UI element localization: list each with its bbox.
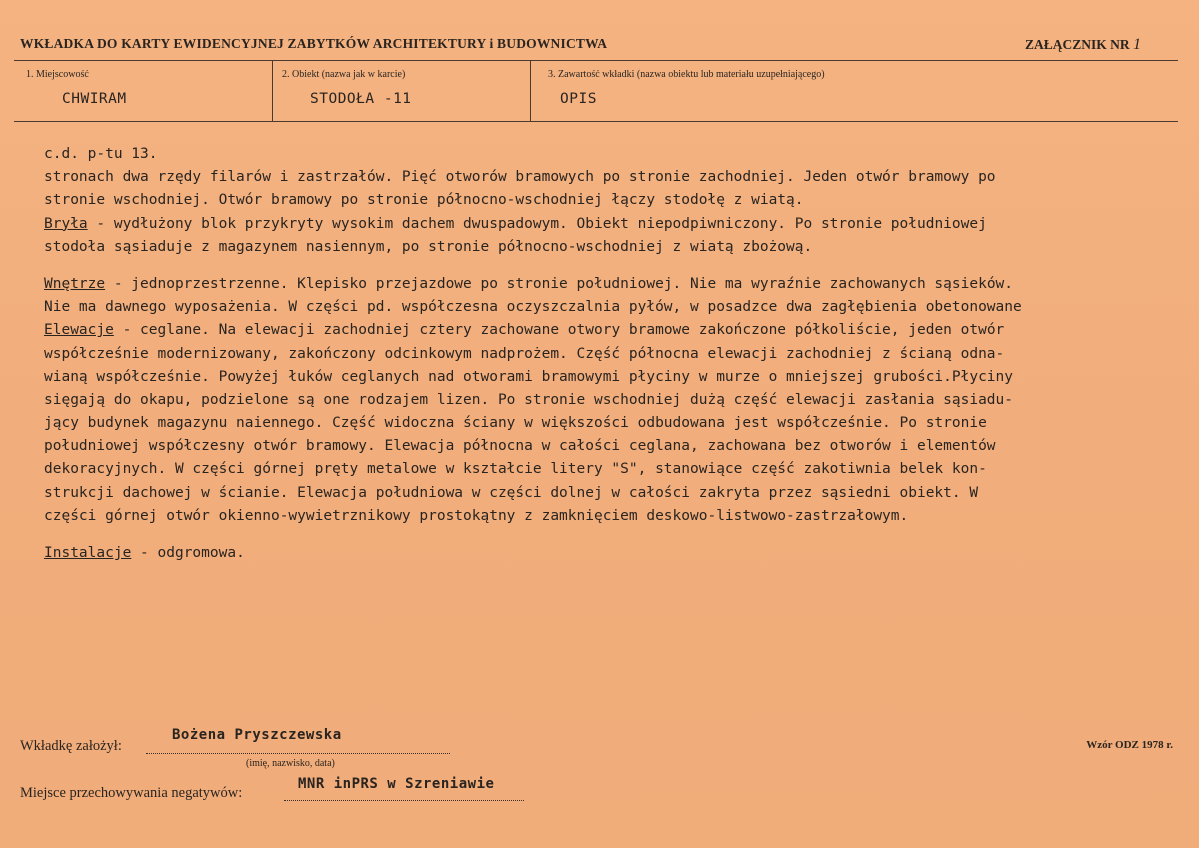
text-line: stronie wschodniej. Otwór bramowy po stronie północno-wschodniej łączy stodołę z wiatą. <box>44 192 804 209</box>
text-line: strukcji dachowej w ścianie. Elewacja południowa w części dolnej w całości zakryta przez sąsiedni obiekt. W <box>44 484 979 501</box>
locality-value: CHWIRAM <box>62 91 127 107</box>
text-line: dekoracyjnych. W części górnej pręty metalowe w kształcie litery "S", stanowiące część zakotiwnia belek kon- <box>44 461 987 478</box>
wnetrze-text: - jednoprzestrzenne. Klepisko przejazdowe po stronie południowej. Nie ma wyraźnie zachowanych sąsieków. <box>105 275 1014 292</box>
text-line: współcześnie modernizowany, zakończony odcinkowym nadprożem. Część północna elewacji zachodniej z ścianą odna- <box>44 345 1005 362</box>
text-line: jący budynek magazynu naiennego. Część widoczna ściany w większości odbudowana jest współcześnie. Po stronie <box>44 415 987 432</box>
storage-value: MNR inPRS w Szreniawie <box>298 776 495 792</box>
instalacje-line <box>44 542 1192 565</box>
author-value: Bożena Pryszczewska <box>172 727 342 743</box>
author-label: Wkładkę założył: <box>20 738 122 754</box>
instalacje-heading: Instalacje <box>44 545 132 561</box>
text-line: stronach dwa rzędy filarów i zastrzałów. Pięć otworów bramowych po stronie zachodniej. Jeden otwór bramowy po <box>44 169 996 186</box>
wnetrze-heading: Wnętrze <box>44 275 106 292</box>
object-label: 2. Obiekt (nazwa jak w karcie) <box>282 69 406 80</box>
annex-number <box>1025 36 1141 54</box>
storage-dotted-line <box>284 800 524 801</box>
author-dotted-line <box>146 753 450 754</box>
instalacje-text: - odgromowa. <box>131 545 245 561</box>
text-line: sięgają do okapu, podzielone są one rodzajem lizen. Po stronie wschodniej dużą część elewacji zasłania sąsiadu- <box>44 391 1014 408</box>
card-title: WKŁADKA DO KARTY EWIDENCYJNEJ ZABYTKÓW ARCHITEKTURY i BUDOWNICTWA <box>20 36 608 51</box>
contents-value: OPIS <box>560 91 597 107</box>
elewacje-heading: Elewacje <box>44 322 114 339</box>
annex-label: ZAŁĄCZNIK NR <box>1024 37 1130 52</box>
text-line: Nie ma dawnego wyposażenia. W części pd. współczesna oczyszczalnia pyłów, w posadzce dwa zagłębienia obetonowane <box>44 299 1022 316</box>
bryla-text: - wydłużony blok przykryty wysokim dachem dwuspadowym. Obiekt niepodpiwniczony. Po stronie południowej <box>87 215 987 232</box>
text-line: wianą współcześnie. Powyżej łuków ceglanych nad otworami bramowymi płyciny w murze o mniejszej grubości.Płyciny <box>44 368 1014 385</box>
annex-number-value: 1 <box>1133 36 1141 53</box>
form-code: Wzór ODZ 1978 r. <box>1086 739 1173 751</box>
text-line: części górnej otwór okienno-wywietrznikowy prostokątny z zamknięciem deskowo-listwowo-zastrzałowym. <box>44 507 909 524</box>
elewacje-text: - ceglane. Na elewacji zachodniej cztery zachowane otwory bramowe zakończone półkoliście, jeden otwór <box>113 322 1005 339</box>
header-rule-top <box>14 60 1178 61</box>
text-line: stodoła sąsiaduje z magazynem nasiennym, po stronie północno-wschodniej z wiatą zbożową. <box>44 238 813 255</box>
storage-label: Miejsce przechowywania negatywów: <box>20 785 243 801</box>
text-line: c.d. p-tu 13. <box>44 146 158 162</box>
contents-label: 3. Zawartość wkładki (nazwa obiektu lub materiału uzupełniającego) <box>548 69 825 80</box>
object-value: STODOŁA -11 <box>310 91 412 107</box>
elewacje-line <box>44 319 1192 342</box>
bryla-heading: Bryła <box>44 215 88 232</box>
text-line: południowej współczesny otwór bramowy. Elewacja północna w całości ceglana, zachowana bez otworów i elementów <box>44 438 996 455</box>
field-divider-2 <box>530 61 531 121</box>
author-note: (imię, nazwisko, data) <box>246 758 335 769</box>
bryla-line <box>44 213 1192 236</box>
wnetrze-line <box>44 273 1192 296</box>
header-rule-bottom <box>14 121 1178 122</box>
field-divider-1 <box>272 61 273 121</box>
description-text <box>44 143 1192 565</box>
locality-label: 1. Miejscowość <box>26 69 89 80</box>
